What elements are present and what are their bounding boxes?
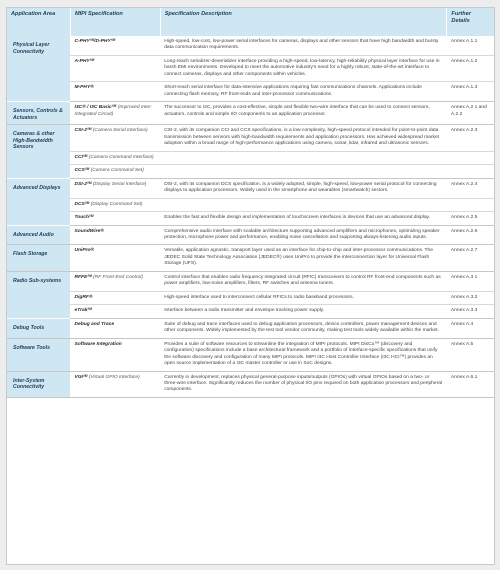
table-row (7, 318, 494, 338)
specification-name: Debug and Trace (74, 321, 115, 327)
table-body (7, 36, 494, 397)
specification-description-cell: Long-reach serializer-deserializer interface providing a high-speed, low-latency, high-reliability physical layer interface for use in harsh EMI environments. Developed to meet the automotive industry's need for a highly robust, state-of-the-art interface to connect cameras, displays and other components within vehicles. (160, 55, 447, 81)
specification-name: eTrak²ᴹ (74, 308, 92, 314)
further-details-cell (447, 198, 494, 211)
specification-cell (70, 305, 160, 318)
further-details-cell: Annex A.3.2 (447, 291, 494, 304)
further-details-cell (447, 151, 494, 164)
specification-name: Touch²ᴹ (74, 215, 94, 221)
table-row (7, 225, 494, 245)
specification-description-cell (160, 165, 447, 178)
table-row (7, 165, 494, 178)
header-application-area: Application Area (7, 8, 70, 36)
specification-description-cell (160, 198, 447, 211)
specification-description-cell: Short-reach serial interface for data-intensive applications requiring fast communications channels. Applications include connecting flash memory, RF front-ends and inter-processor communications. (160, 82, 447, 102)
specification-description-cell: High-speed interface used to interconnect cellular RFICs to radio baseband processors. (160, 291, 447, 304)
specification-description-cell: The successor to I2C, provides a cost-effective, simple and flexible two-wire interface that can be used to connect sensors, actuators, controls and simple I/O components to an application processor. (160, 102, 447, 125)
specification-cell (70, 165, 160, 178)
further-details-cell: Annex A.1.2 (447, 55, 494, 81)
specification-cell (70, 178, 160, 198)
header-specification-description: Specification Description (160, 8, 447, 36)
further-details-cell: Annex A.2.4 (447, 178, 494, 198)
specification-name: UniPro® (74, 248, 95, 254)
application-area-cell: Debug Tools (7, 318, 70, 338)
specification-cell (70, 55, 160, 81)
further-details-cell: Annex A.2.3 (447, 125, 494, 151)
specification-description-cell: Provides a suite of software resources to streamline the integration of MIPI protocols. MIPI DisCo™ (discovery and configuration) specifications include a base architectural framework and a portfolio of interface-specific specifications that unify the software discovery and configuration of many MIPI protocols. MIPI I3C Host Controller Interface (I3C HCI™) provides an open source implementation of a I3C master controller or use in SoC designs. (160, 338, 447, 371)
table-row (7, 178, 494, 198)
specification-cell (70, 125, 160, 151)
specification-cell (70, 212, 160, 225)
specification-cell (70, 271, 160, 291)
specification-cell (70, 82, 160, 102)
application-area-cell: Advanced Audio (7, 225, 70, 245)
table-row (7, 338, 494, 371)
specification-name: CCI²ᴹ (74, 154, 88, 160)
specification-description-cell: Suite of debug and trace interfaces used to debug application processors, device controllers, power management devices and other components. Widely implemented by the test tool vendor community, making test tools widely available within the market. (160, 318, 447, 338)
table-row (7, 36, 494, 55)
specification-name: SoundWire® (74, 228, 104, 234)
specification-table-panel (6, 7, 495, 565)
further-details-cell: Annex A.3.1 (447, 271, 494, 291)
table-header-row (7, 8, 494, 36)
further-details-cell: Annex A.4 (447, 318, 494, 338)
specification-subtitle: (Virtual GPIO Interface) (88, 374, 140, 380)
specification-subtitle: (Camera Command Set) (90, 168, 144, 174)
mipi-specification-table (7, 8, 494, 398)
specification-subtitle: (Display Command Set) (90, 201, 143, 207)
application-area-cell: Physical Layer Connectivity (7, 36, 70, 102)
specification-name: DSI-2²ᴹ (74, 181, 92, 187)
specification-name: I3C® / I3C Basic²ᴹ (74, 105, 117, 111)
header-mipi-specification: MIPI Specification (70, 8, 160, 36)
specification-cell (70, 318, 160, 338)
further-details-cell: Annex A.1.1 (447, 36, 494, 55)
specification-description-cell: Enables the fast and flexible design and implementation of touchscreen interfaces in devices that use an advanced display. (160, 212, 447, 225)
further-details-cell: Annex A.3.3 (447, 305, 494, 318)
specification-description-cell: Control interface that enables radio frequency integrated circuit (RFIC) transceivers to control RF front-end components such as power amplifiers, low-noise amplifiers, filters, RF switches and antenna tuners. (160, 271, 447, 291)
table-row (7, 55, 494, 81)
application-area-cell: Radio Sub-systems (7, 271, 70, 318)
further-details-cell (447, 165, 494, 178)
table-row (7, 212, 494, 225)
specification-subtitle: (Display Serial Interface) (92, 181, 147, 187)
specification-description-cell: DSI-2, with its companion DCS specification, is a widely adopted, simple, high-speed, low-power serial protocol for connecting displays to application processors. Widely used in the smartphone and wearables (smartwatch) sectors. (160, 178, 447, 198)
table-row (7, 245, 494, 271)
specification-cell (70, 198, 160, 211)
further-details-cell: Annex A.5 (447, 338, 494, 371)
specification-name: Software Integration (74, 341, 122, 347)
specification-subtitle: (Camera Serial Interface) (92, 128, 148, 134)
specification-description-cell: Versatile, application agnostic, transport layer used as an interface for chip-to-chip and inter-processor communications. The JEDEC Solid State Technology Association (JEDEC®) uses UniPro to provide the interconnection layer for Universal Flash Storage (UFS). (160, 245, 447, 271)
specification-cell (70, 371, 160, 397)
further-details-cell: Annex A.2.7 (447, 245, 494, 271)
specification-name: CSI-2²ᴹ (74, 128, 92, 134)
specification-name: A-PHY²ᴹ (74, 58, 95, 64)
further-details-cell: Annex A.2.1 and A.2.2 (447, 102, 494, 125)
specification-name: DCS²ᴹ (74, 201, 90, 207)
specification-subtitle: (RF Front-End Control) (93, 274, 143, 280)
specification-name: C-PHY²ᴹ/D-PHY²ᴹ (74, 39, 116, 44)
table-row (7, 151, 494, 164)
table-row (7, 125, 494, 151)
specification-description-cell: CSI-2, with its companion CCI and CCS specifications, is a low-complexity, high-speed protocol intended for point-to-point data transmission between sensors with high-bandwidth requirements and application processors. Has achieved widespread market adoption within a broad range of high-performance applications using camera, sonar, lidar, infrared and ultrasonic sensors. (160, 125, 447, 151)
specification-description-cell: Comprehensive audio interface with scalable architecture supporting advanced amplifiers and microphones, optimizing speaker protection, microphone power and performance, enabling noise cancellation and supporting always-listening audio inputs. (160, 225, 447, 245)
specification-description-cell: Currently in development, replaces physical general-purpose inputs/outputs (GPIOs) with virtual GPIOs based on a two- or three-wire interface. Significantly reduces the number of physical I/O pins required on both application processors and peripheral components. (160, 371, 447, 397)
specification-cell (70, 338, 160, 371)
specification-description-cell (160, 151, 447, 164)
table-row (7, 271, 494, 291)
table-row (7, 291, 494, 304)
table-row (7, 198, 494, 211)
specification-description-cell: Interface between a radio transmitter and envelope tracking power supply. (160, 305, 447, 318)
specification-subtitle: (Camera Command Interface) (88, 154, 154, 160)
specification-name: DigRF® (74, 294, 93, 300)
application-area-cell: Inter-System Connectivity (7, 371, 70, 397)
table-row (7, 102, 494, 125)
application-area-cell: Cameras & other High-Bandwidth Sensors (7, 125, 70, 178)
table-row (7, 82, 494, 102)
table-row (7, 305, 494, 318)
specification-name: CCS²ᴹ (74, 168, 90, 174)
specification-cell (70, 291, 160, 304)
specification-cell (70, 245, 160, 271)
specification-description-cell: High-speed, low-cost, low-power serial interfaces for cameras, displays and other sensors that have high bandwidth and bursty data communication requirements. (160, 36, 447, 55)
table-row (7, 371, 494, 397)
further-details-cell: Annex A.2.5 (447, 212, 494, 225)
application-area-cell: Flash Storage (7, 245, 70, 271)
specification-name: RFFE²ᴹ (74, 274, 92, 280)
application-area-cell: Advanced Displays (7, 178, 70, 225)
application-area-cell: Software Tools (7, 338, 70, 371)
specification-cell (70, 102, 160, 125)
application-area-cell: Sensors, Controls & Actuators (7, 102, 70, 125)
specification-name: M-PHY® (74, 85, 94, 91)
header-further-details: Further Details (447, 8, 494, 36)
further-details-cell: Annex A.6.1 (447, 371, 494, 397)
specification-name: VGI²ᴹ (74, 374, 88, 380)
further-details-cell: Annex A.1.3 (447, 82, 494, 102)
specification-subtitle: (Improved Inter-Integrated Circuit) (74, 105, 153, 117)
specification-cell (70, 151, 160, 164)
specification-cell (70, 36, 160, 55)
further-details-cell: Annex A.2.6 (447, 225, 494, 245)
specification-cell (70, 225, 160, 245)
